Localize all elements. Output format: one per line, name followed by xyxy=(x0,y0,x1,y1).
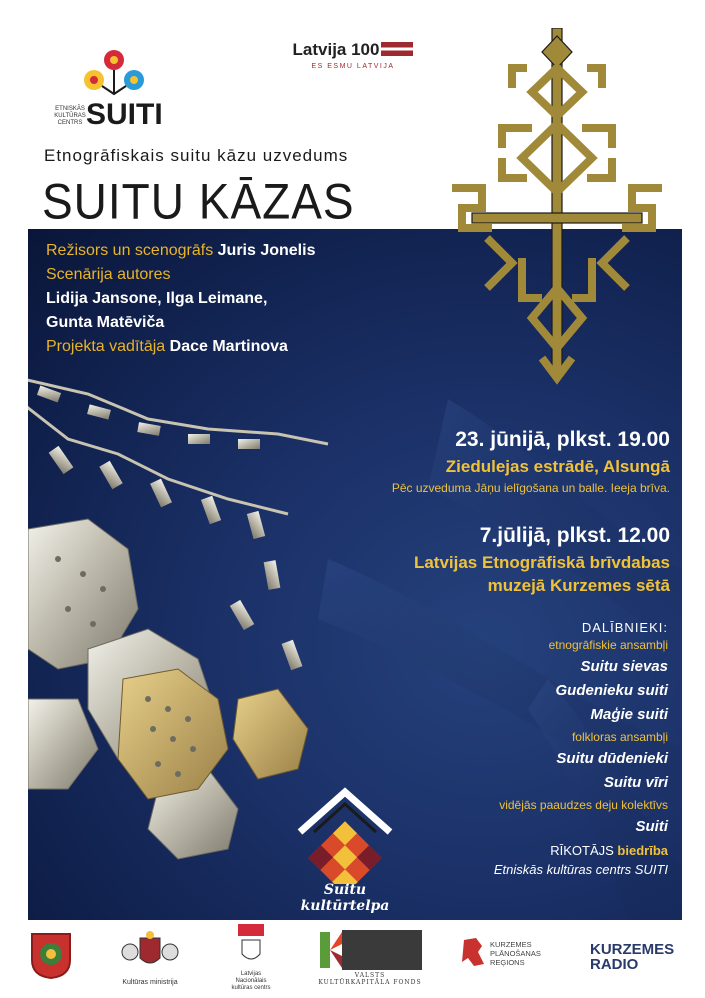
event-date: 23. jūnijā, plkst. 19.00 xyxy=(455,428,670,451)
event-place: Ziedulejas estrādē, Alsungā xyxy=(445,457,670,476)
poster-subtitle: Etnogrāfiskais suitu kāzu uzvedums xyxy=(44,146,349,165)
roof-pattern-icon xyxy=(270,784,420,884)
latvian-flag-icon xyxy=(381,42,413,56)
suiti-logo-caption: ETNISKĀS KULTŪRAS CENTRS xyxy=(54,106,86,126)
credit-line: Projekta vadītāja Dace Martinova xyxy=(46,338,288,355)
ethnographic-pattern-icon xyxy=(432,28,682,388)
ensemble-name: Suitu sievas xyxy=(580,658,668,675)
ensemble-category: etnogrāfiskie ansambļi xyxy=(548,638,668,652)
event-place: Latvijas Etnogrāfiskā brīvdabas muzejā Kurzemes sētā xyxy=(413,553,670,595)
poster xyxy=(28,26,682,920)
organizer-label: RĪKOTĀJS biedrība xyxy=(550,843,668,858)
kurzemes-radio-logo: KURZEMES RADIO xyxy=(590,941,675,973)
ensemble-category: folkloras ansambļi xyxy=(571,730,668,744)
participants-block xyxy=(494,620,668,877)
alsunga-coat-of-arms-icon xyxy=(30,932,72,985)
latvija-100-subtitle: ES ESMU LATVIJA xyxy=(311,63,395,70)
event-note: Pēc uzveduma Jāņu ielīgošana un balle. Ieeja brīva. xyxy=(391,481,670,495)
credit-line: Gunta Matēviča xyxy=(46,314,165,331)
event-2 xyxy=(414,524,670,597)
kulturas-ministrija-logo: Kultūras ministrija xyxy=(120,930,180,986)
sponsors-row: Kultūras ministrija Latvijas Nacionālais kultūras centrs VALSTS KULTŪRKAPITĀLA FONDS KURZEMES PLĀNOŠANAS REĢIONS KURZEMES RADIO xyxy=(0,920,705,998)
coat-of-arms-outline-icon xyxy=(228,936,274,966)
ensemble-name: Suiti xyxy=(635,818,668,835)
participants-header: DALĪBNIEKI: xyxy=(581,620,668,635)
organizer-name: Etniskās kultūras centrs SUITI xyxy=(493,862,668,877)
credit-line: Lidija Jansone, Ilga Leimane, xyxy=(46,290,268,307)
red-lion-icon xyxy=(460,936,486,970)
suiti-logo-text: SUITI xyxy=(86,98,163,131)
ensemble-name: Suitu vīri xyxy=(603,774,668,791)
ensemble-name: Suitu dūdenieki xyxy=(556,750,668,767)
suitu-kulturtelpa-logo xyxy=(270,784,420,914)
lnkc-logo: Latvijas Nacionālais kultūras centrs xyxy=(228,924,274,992)
credits-block xyxy=(46,239,315,359)
latvija-100-text: Latvija 100 xyxy=(292,40,380,59)
vkkf-logo: VALSTS KULTŪRKAPITĀLA FONDS xyxy=(318,930,422,986)
credit-line: Režisors un scenogrāfs Juris Jonelis xyxy=(46,242,316,259)
poster-title: SUITU KĀZAS xyxy=(42,173,355,230)
ensemble-name: Maģie suiti xyxy=(590,706,668,723)
event-date: 7.jūlijā, plkst. 12.00 xyxy=(479,524,670,547)
credit-line: Scenārija autores xyxy=(46,266,171,283)
vkkf-dark-block xyxy=(342,930,422,970)
ensemble-name: Gudenieku suiti xyxy=(555,682,668,699)
vkkf-k-icon xyxy=(318,930,342,970)
red-flag-icon xyxy=(238,924,264,936)
event-1 xyxy=(392,428,670,495)
suitu-kulturtelpa-text: Suitu kultūrtelpa xyxy=(300,882,390,914)
latvia-coat-of-arms-icon xyxy=(120,930,180,974)
ensemble-category: vidējās paaudzes deju kolektīvs xyxy=(499,798,668,812)
latvija-100-logo xyxy=(283,40,423,84)
suiti-logo xyxy=(52,38,162,148)
